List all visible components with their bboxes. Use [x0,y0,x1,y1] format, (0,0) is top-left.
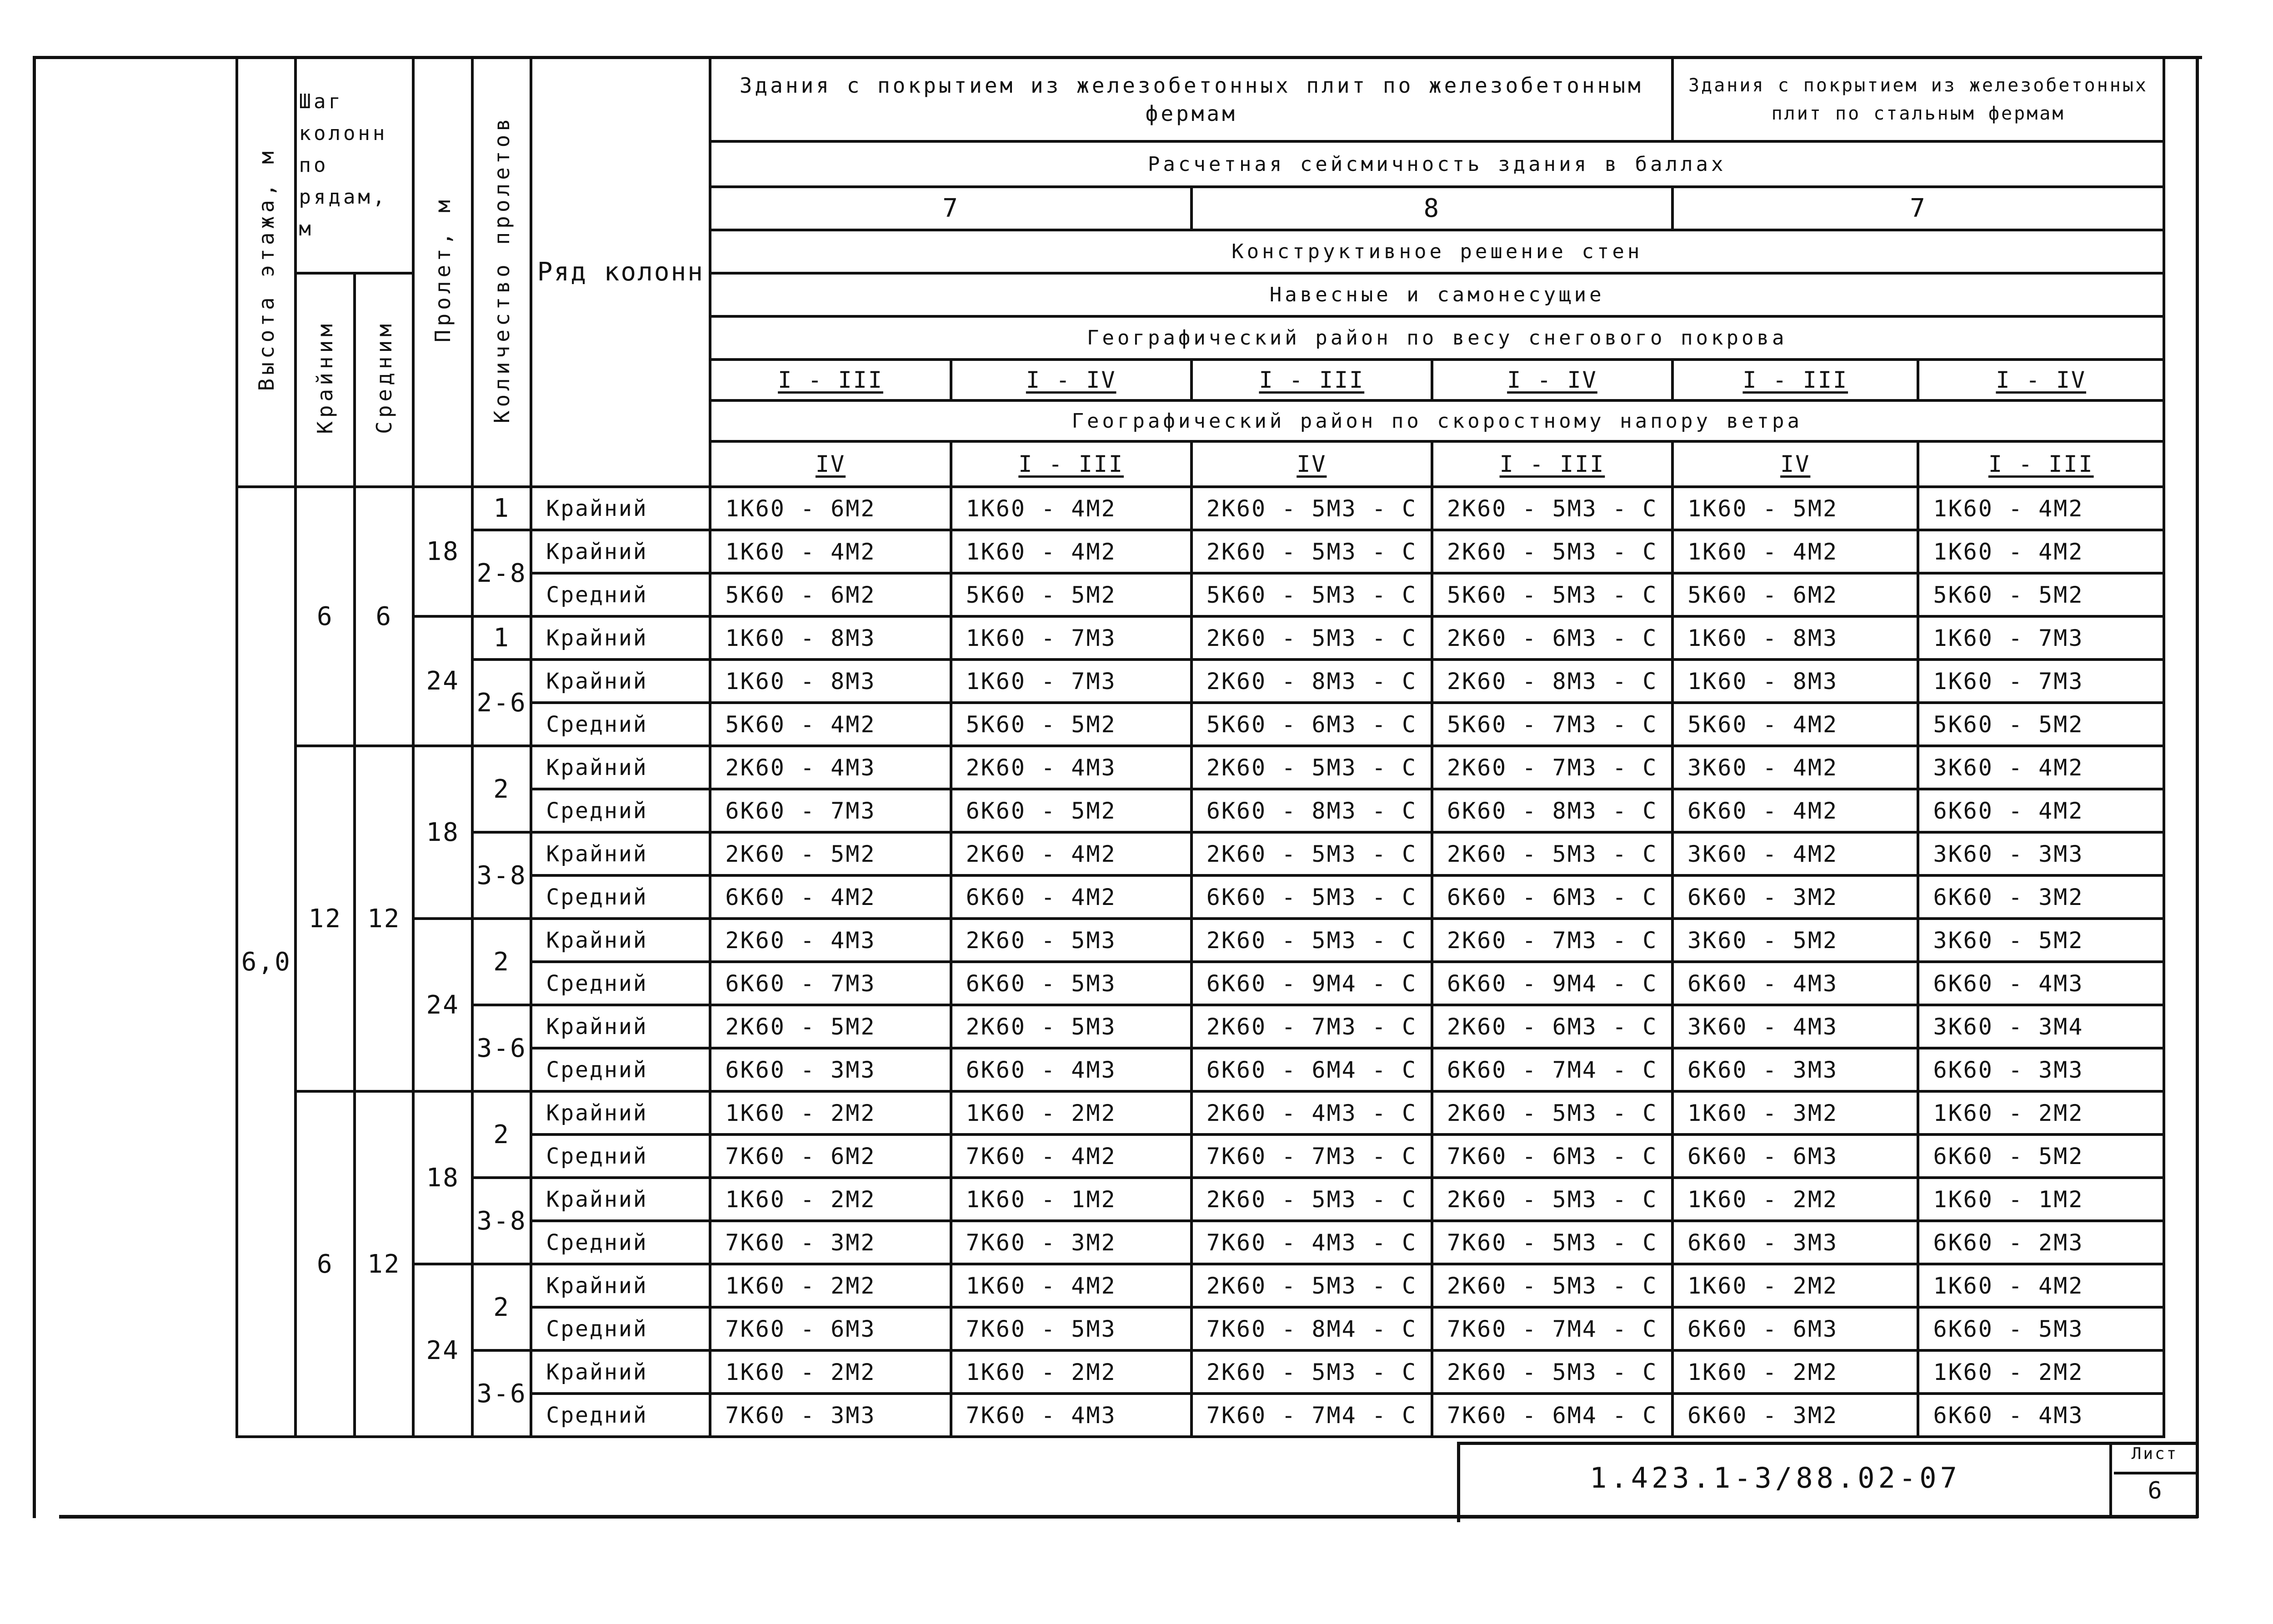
column-mark-4: 2K60 - 5M3 - C [1432,1264,1672,1307]
column-mark-2: 6K60 - 5M3 [951,962,1192,1005]
column-mark-1: 6K60 - 7M3 [710,962,951,1005]
column-row-name: Крайний [531,1350,710,1394]
column-mark-3: 2K60 - 5M3 - C [1192,530,1432,573]
span-count-value: 2-6 [472,660,531,746]
span-count-value: 3-6 [472,1350,531,1437]
column-mark-1: 2K60 - 4M3 [710,746,951,789]
column-mark-3: 7K60 - 8M4 - C [1192,1307,1432,1350]
column-row-name: Средний [531,703,710,746]
span-value: 18 [413,746,472,919]
column-mark-4: 2K60 - 7M3 - C [1432,919,1672,962]
column-mark-6: 6K60 - 4M3 [1918,962,2164,1005]
column-mark-5: 6K60 - 3M3 [1672,1221,1918,1264]
snow-region-4: I - IV [1432,360,1672,400]
column-selection-table [235,56,2165,1438]
column-mark-6: 6K60 - 2M3 [1918,1221,2164,1264]
column-mark-2: 2K60 - 5M3 [951,1005,1192,1048]
span-value: 18 [413,1091,472,1264]
column-mark-4: 2K60 - 5M3 - C [1432,1178,1672,1221]
column-mark-5: 6K60 - 3M2 [1672,875,1918,919]
column-mark-1: 7K60 - 6M3 [710,1307,951,1350]
column-mark-3: 2K60 - 5M3 - C [1192,616,1432,660]
header-wind-region: Географический район по скоростному напору ветра [710,400,2164,441]
column-mark-5: 5K60 - 6M2 [1672,573,1918,616]
header-column-row: Ряд колонн [531,57,710,487]
column-mark-4: 6K60 - 7M4 - C [1432,1048,1672,1091]
column-mark-1: 2K60 - 5M2 [710,832,951,875]
column-mark-5: 1K60 - 8M3 [1672,616,1918,660]
column-row-name: Средний [531,1394,710,1437]
column-row-name: Средний [531,962,710,1005]
span-count-value: 1 [472,616,531,660]
snow-region-6: I - IV [1918,360,2164,400]
column-mark-5: 5K60 - 4M2 [1672,703,1918,746]
column-mark-2: 6K60 - 4M2 [951,875,1192,919]
seismic-value-3: 7 [1672,187,2164,230]
column-mark-6: 1K60 - 7M3 [1918,660,2164,703]
snow-region-3: I - III [1192,360,1432,400]
column-mark-3: 2K60 - 4M3 - C [1192,1091,1432,1134]
column-mark-6: 6K60 - 5M2 [1918,1134,2164,1178]
column-row-name: Средний [531,1134,710,1178]
span-value: 18 [413,487,472,616]
header-snow-region: Географический район по весу снегового покрова [710,316,2164,360]
column-row-name: Крайний [531,1264,710,1307]
column-mark-2: 6K60 - 5M2 [951,789,1192,832]
column-row-name: Крайний [531,1091,710,1134]
column-mark-3: 6K60 - 5M3 - C [1192,875,1432,919]
header-column-step: Шаг колонн по рядам, м [295,57,413,273]
column-row-name: Средний [531,1307,710,1350]
column-mark-4: 2K60 - 7M3 - C [1432,746,1672,789]
sheet-divider [2109,1442,2112,1517]
floor-height-value: 6,0 [237,487,295,1437]
column-mark-3: 6K60 - 6M4 - C [1192,1048,1432,1091]
column-mark-4: 5K60 - 7M3 - C [1432,703,1672,746]
header-step-mid: Средним [355,273,413,487]
document-code: 1.423.1-3/88.02-07 [1590,1461,1961,1494]
column-mark-1: 1K60 - 2M2 [710,1264,951,1307]
column-mark-3: 5K60 - 5M3 - C [1192,573,1432,616]
column-mark-2: 1K60 - 2M2 [951,1350,1192,1394]
seismic-value-2: 8 [1192,187,1672,230]
seismic-value-1: 7 [710,187,1191,230]
column-mark-2: 2K60 - 4M3 [951,746,1192,789]
column-mark-4: 7K60 - 7M4 - C [1432,1307,1672,1350]
column-mark-3: 2K60 - 5M3 - C [1192,746,1432,789]
column-mark-6: 1K60 - 2M2 [1918,1350,2164,1394]
column-mark-6: 5K60 - 5M2 [1918,573,2164,616]
column-mark-3: 6K60 - 8M3 - C [1192,789,1432,832]
column-mark-2: 1K60 - 2M2 [951,1091,1192,1134]
column-mark-2: 1K60 - 4M2 [951,530,1192,573]
column-mark-5: 1K60 - 2M2 [1672,1264,1918,1307]
column-mark-5: 1K60 - 2M2 [1672,1350,1918,1394]
column-mark-3: 7K60 - 4M3 - C [1192,1221,1432,1264]
span-count-value: 2-8 [472,530,531,616]
column-mark-5: 6K60 - 4M3 [1672,962,1918,1005]
table-row [237,616,2164,660]
span-value: 24 [413,1264,472,1437]
header-span: Пролет, м [413,57,472,487]
column-mark-4: 2K60 - 5M3 - C [1432,832,1672,875]
span-count-value: 2 [472,1264,531,1350]
column-mark-6: 6K60 - 3M3 [1918,1048,2164,1091]
column-row-name: Крайний [531,1005,710,1048]
column-mark-5: 1K60 - 5M2 [1672,487,1918,530]
column-mark-1: 6K60 - 4M2 [710,875,951,919]
column-mark-4: 5K60 - 5M3 - C [1432,573,1672,616]
column-mark-2: 7K60 - 5M3 [951,1307,1192,1350]
column-row-name: Крайний [531,746,710,789]
header-wall-solution: Конструктивное решение стен [710,230,2164,273]
span-count-value: 3-6 [472,1005,531,1091]
column-mark-5: 6K60 - 6M3 [1672,1134,1918,1178]
table-row [237,530,2164,573]
column-mark-2: 7K60 - 4M3 [951,1394,1192,1437]
wind-region-3: IV [1192,441,1432,487]
span-count-value: 2 [472,1091,531,1178]
column-mark-1: 7K60 - 3M2 [710,1221,951,1264]
column-mark-6: 1K60 - 7M3 [1918,616,2164,660]
column-mark-6: 6K60 - 4M3 [1918,1394,2164,1437]
column-mark-2: 1K60 - 4M2 [951,487,1192,530]
step-edge-value: 6 [295,1091,354,1437]
column-mark-6: 1K60 - 4M2 [1918,530,2164,573]
table-row [237,832,2164,875]
column-mark-6: 1K60 - 2M2 [1918,1091,2164,1134]
column-mark-4: 6K60 - 9M4 - C [1432,962,1672,1005]
step-mid-value: 12 [355,746,413,1091]
header-step-edge: Крайним [295,273,354,487]
column-mark-6: 1K60 - 4M2 [1918,487,2164,530]
span-count-value: 3-8 [472,832,531,919]
column-mark-4: 7K60 - 6M3 - C [1432,1134,1672,1178]
span-count-value: 3-8 [472,1178,531,1264]
column-mark-5: 1K60 - 8M3 [1672,660,1918,703]
wind-region-2: I - III [951,441,1192,487]
column-mark-5: 6K60 - 3M3 [1672,1048,1918,1091]
column-mark-1: 1K60 - 2M2 [710,1178,951,1221]
column-mark-3: 2K60 - 8M3 - C [1192,660,1432,703]
column-mark-1: 2K60 - 5M2 [710,1005,951,1048]
column-mark-4: 2K60 - 5M3 - C [1432,1091,1672,1134]
column-row-name: Крайний [531,919,710,962]
sheet-number: 6 [2148,1477,2162,1504]
column-mark-2: 1K60 - 7M3 [951,616,1192,660]
column-mark-1: 5K60 - 6M2 [710,573,951,616]
column-mark-5: 3K60 - 4M2 [1672,746,1918,789]
column-mark-6: 1K60 - 1M2 [1918,1178,2164,1221]
column-mark-5: 1K60 - 3M2 [1672,1091,1918,1134]
snow-region-1: I - III [710,360,951,400]
column-mark-3: 2K60 - 5M3 - C [1192,1178,1432,1221]
column-mark-5: 1K60 - 4M2 [1672,530,1918,573]
column-mark-4: 2K60 - 5M3 - C [1432,530,1672,573]
column-mark-5: 3K60 - 4M3 [1672,1005,1918,1048]
table-row [237,487,2164,530]
column-mark-3: 2K60 - 5M3 - C [1192,919,1432,962]
wind-region-6: I - III [1918,441,2164,487]
column-mark-6: 3K60 - 3M4 [1918,1005,2164,1048]
column-row-name: Крайний [531,660,710,703]
column-mark-1: 6K60 - 3M3 [710,1048,951,1091]
column-row-name: Крайний [531,616,710,660]
column-mark-2: 7K60 - 4M2 [951,1134,1192,1178]
column-mark-6: 3K60 - 4M2 [1918,746,2164,789]
column-mark-5: 3K60 - 4M2 [1672,832,1918,875]
column-mark-1: 1K60 - 8M3 [710,616,951,660]
column-mark-4: 2K60 - 5M3 - C [1432,487,1672,530]
table-row [237,1350,2164,1394]
column-mark-1: 1K60 - 2M2 [710,1091,951,1134]
column-mark-6: 6K60 - 5M3 [1918,1307,2164,1350]
wind-region-1: IV [710,441,951,487]
table-row [237,746,2164,789]
span-count-value: 2 [472,746,531,832]
column-mark-1: 2K60 - 4M3 [710,919,951,962]
step-edge-value: 6 [295,487,354,746]
column-mark-6: 6K60 - 4M2 [1918,789,2164,832]
column-mark-6: 5K60 - 5M2 [1918,703,2164,746]
header-span-count: Количество пролетов [472,57,531,487]
table-row [237,1091,2164,1134]
column-row-name: Крайний [531,530,710,573]
column-mark-3: 2K60 - 7M3 - C [1192,1005,1432,1048]
step-mid-value: 6 [355,487,413,746]
step-edge-value: 12 [295,746,354,1091]
column-mark-4: 6K60 - 6M3 - C [1432,875,1672,919]
span-count-value: 1 [472,487,531,530]
column-mark-6: 3K60 - 3M3 [1918,832,2164,875]
header-rc-trusses: Здания с покрытием из железобетонных плит по железобетонным фермам [710,57,1672,141]
column-mark-3: 7K60 - 7M3 - C [1192,1134,1432,1178]
column-mark-1: 1K60 - 8M3 [710,660,951,703]
column-mark-5: 3K60 - 5M2 [1672,919,1918,962]
column-mark-1: 1K60 - 2M2 [710,1350,951,1394]
header-floor-height: Высота этажа, м [237,57,295,487]
header-steel-trusses: Здания с покрытием из железобетонных плит по стальным фермам [1672,57,2164,141]
column-mark-1: 1K60 - 6M2 [710,487,951,530]
column-mark-3: 5K60 - 6M3 - C [1192,703,1432,746]
column-row-name: Средний [531,1048,710,1091]
column-mark-2: 1K60 - 4M2 [951,1264,1192,1307]
snow-region-5: I - III [1672,360,1918,400]
column-mark-2: 5K60 - 5M2 [951,703,1192,746]
column-mark-2: 5K60 - 5M2 [951,573,1192,616]
column-row-name: Средний [531,875,710,919]
column-row-name: Крайний [531,1178,710,1221]
column-mark-1: 7K60 - 3M3 [710,1394,951,1437]
span-count-value: 2 [472,919,531,1005]
column-mark-4: 7K60 - 6M4 - C [1432,1394,1672,1437]
column-mark-5: 6K60 - 4M2 [1672,789,1918,832]
snow-region-2: I - IV [951,360,1192,400]
column-row-name: Средний [531,789,710,832]
column-mark-4: 2K60 - 6M3 - C [1432,616,1672,660]
column-row-name: Крайний [531,832,710,875]
table-row [237,660,2164,703]
column-row-name: Средний [531,1221,710,1264]
column-mark-3: 6K60 - 9M4 - C [1192,962,1432,1005]
column-mark-1: 1K60 - 4M2 [710,530,951,573]
column-mark-1: 5K60 - 4M2 [710,703,951,746]
span-value: 24 [413,919,472,1091]
table-row [237,1005,2164,1048]
column-mark-3: 7K60 - 7M4 - C [1192,1394,1432,1437]
column-mark-3: 2K60 - 5M3 - C [1192,487,1432,530]
column-mark-1: 7K60 - 6M2 [710,1134,951,1178]
column-mark-5: 6K60 - 6M3 [1672,1307,1918,1350]
column-mark-4: 7K60 - 5M3 - C [1432,1221,1672,1264]
column-mark-5: 6K60 - 3M2 [1672,1394,1918,1437]
column-mark-4: 2K60 - 5M3 - C [1432,1350,1672,1394]
column-mark-2: 6K60 - 4M3 [951,1048,1192,1091]
column-mark-2: 1K60 - 7M3 [951,660,1192,703]
column-mark-1: 6K60 - 7M3 [710,789,951,832]
column-mark-4: 6K60 - 8M3 - C [1432,789,1672,832]
column-mark-2: 7K60 - 3M2 [951,1221,1192,1264]
column-mark-4: 2K60 - 8M3 - C [1432,660,1672,703]
header-wall-type: Навесные и самонесущие [710,273,2164,316]
table-row [237,919,2164,962]
wind-region-4: I - III [1432,441,1672,487]
header-seismic: Расчетная сейсмичность здания в баллах [710,141,2164,187]
column-mark-2: 2K60 - 4M2 [951,832,1192,875]
column-mark-3: 2K60 - 5M3 - C [1192,832,1432,875]
column-mark-6: 3K60 - 5M2 [1918,919,2164,962]
column-mark-2: 2K60 - 5M3 [951,919,1192,962]
frame-right-line [2196,56,2199,1518]
table-row [237,1264,2164,1307]
column-row-name: Крайний [531,487,710,530]
column-mark-4: 2K60 - 6M3 - C [1432,1005,1672,1048]
step-mid-value: 12 [355,1091,413,1437]
sheet-label: Лист [2114,1444,2196,1474]
column-mark-2: 1K60 - 1M2 [951,1178,1192,1221]
column-mark-5: 1K60 - 2M2 [1672,1178,1918,1221]
column-mark-3: 2K60 - 5M3 - C [1192,1350,1432,1394]
wind-region-5: IV [1672,441,1918,487]
column-mark-6: 6K60 - 3M2 [1918,875,2164,919]
span-value: 24 [413,616,472,746]
table-row [237,1178,2164,1221]
column-mark-3: 2K60 - 5M3 - C [1192,1264,1432,1307]
column-row-name: Средний [531,573,710,616]
column-mark-6: 1K60 - 4M2 [1918,1264,2164,1307]
